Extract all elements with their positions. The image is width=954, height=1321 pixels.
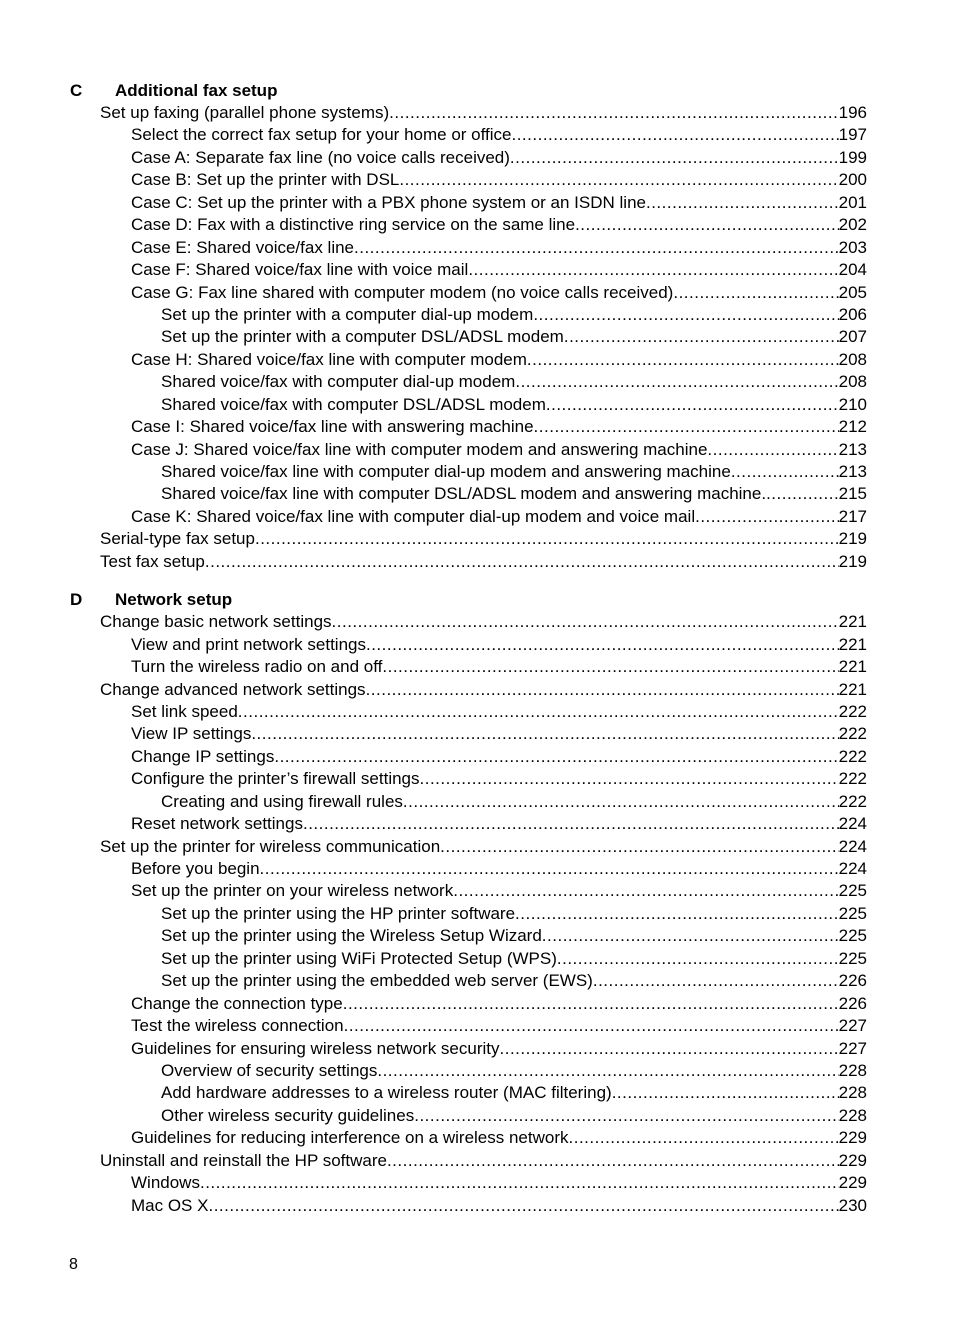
toc-entry[interactable]	[70, 416, 867, 438]
dot-leader	[500, 1038, 839, 1060]
dot-leader	[274, 746, 838, 768]
dot-leader	[510, 147, 839, 169]
toc-entry[interactable]	[70, 1060, 867, 1082]
toc-entry[interactable]	[70, 192, 867, 214]
toc-entry[interactable]	[70, 880, 867, 902]
toc-entry-title: Shared voice/fax line with computer dial-up modem and answering machine	[161, 462, 731, 481]
toc-entry-title: Before you begin	[131, 859, 260, 878]
dot-leader	[414, 1105, 838, 1127]
toc-entry-page: 221	[838, 657, 867, 677]
toc-entry[interactable]	[70, 813, 867, 835]
toc-entry-page: 222	[838, 769, 867, 789]
dot-leader	[303, 813, 839, 835]
toc-entry-title: View IP settings	[131, 724, 252, 744]
dot-leader	[377, 1060, 838, 1082]
toc-entry[interactable]	[70, 1195, 867, 1217]
toc-entry-page: 229	[838, 1150, 867, 1170]
dot-leader	[766, 483, 839, 505]
toc-entry-page: 210	[838, 394, 867, 414]
dot-leader	[527, 349, 839, 371]
toc-entry-page: 221	[838, 612, 867, 632]
table-of-contents	[70, 79, 867, 1217]
dot-leader	[542, 925, 839, 947]
toc-entry[interactable]	[70, 506, 867, 528]
toc-entry-title: Mac OS X	[131, 1195, 209, 1215]
toc-entry-title: Reset network settings	[131, 814, 303, 834]
toc-entry[interactable]	[70, 237, 867, 259]
toc-entry-title: Guidelines for ensuring wireless network security	[131, 1038, 500, 1058]
toc-entry-page: 225	[838, 903, 867, 923]
dot-leader	[612, 1082, 839, 1104]
section-heading	[70, 79, 867, 102]
dot-leader	[389, 102, 838, 124]
toc-entry[interactable]	[70, 214, 867, 236]
toc-entry[interactable]	[70, 282, 867, 304]
toc-entry-page: 208	[838, 349, 867, 369]
dot-leader	[468, 259, 838, 281]
toc-entry[interactable]	[70, 102, 867, 124]
section-letter: C	[70, 81, 83, 100]
toc-entry[interactable]	[70, 993, 867, 1015]
toc-entry-page: 227	[838, 1016, 867, 1036]
dot-leader	[646, 192, 839, 214]
toc-entry[interactable]	[70, 1172, 867, 1194]
section-title: Additional fax setup	[115, 81, 278, 100]
toc-entry-page: 196	[838, 103, 867, 122]
toc-entry-page: 199	[838, 147, 867, 167]
toc-entry-title: Case H: Shared voice/fax line with computer modem	[131, 349, 527, 369]
toc-entry-title: Test fax setup	[100, 551, 205, 571]
toc-entry-title: Uninstall and reinstall the HP software	[100, 1150, 387, 1170]
dot-leader	[332, 611, 839, 633]
dot-leader	[575, 214, 839, 236]
toc-entry-title: Change basic network settings	[100, 612, 332, 632]
toc-entry-title: Overview of security settings	[161, 1060, 378, 1080]
toc-entry-page: 222	[838, 724, 867, 744]
toc-entry-title: Set link speed	[131, 701, 238, 721]
toc-entry[interactable]	[70, 551, 867, 573]
toc-entry-title: Set up the printer for wireless communication	[100, 836, 441, 856]
dot-leader	[344, 1015, 839, 1037]
toc-entry-page: 228	[838, 1083, 867, 1103]
toc-entry-page: 227	[838, 1038, 867, 1058]
dot-leader	[453, 880, 838, 902]
toc-entry[interactable]	[70, 371, 867, 393]
toc-entry-title: Configure the printer’s firewall settings	[131, 769, 420, 789]
toc-entry[interactable]	[70, 768, 867, 790]
toc-entry[interactable]	[70, 304, 867, 326]
toc-entry-title: Shared voice/fax with computer dial-up modem	[161, 372, 516, 392]
toc-entry-page: 208	[838, 372, 867, 392]
toc-entry[interactable]	[70, 461, 867, 483]
toc-entry[interactable]	[70, 1082, 867, 1104]
toc-entry-page: 226	[838, 993, 867, 1013]
toc-entry-title: Change advanced network settings	[100, 679, 366, 699]
dot-leader	[564, 326, 839, 348]
toc-entry-page: 219	[838, 551, 867, 571]
dot-leader	[260, 858, 839, 880]
toc-entry[interactable]	[70, 970, 867, 992]
toc-entry[interactable]	[70, 439, 867, 461]
toc-entry[interactable]	[70, 259, 867, 281]
toc-entry-title: Creating and using firewall rules	[161, 791, 403, 811]
section-letter: D	[70, 590, 83, 610]
toc-entry-page: 203	[838, 237, 867, 257]
toc-entry-page: 229	[838, 1128, 867, 1148]
toc-entry-title: Case E: Shared voice/fax line	[131, 237, 355, 257]
toc-entry-title: Set up the printer using the Wireless Setup Wizard	[161, 926, 542, 946]
toc-entry-title: View and print network settings	[131, 634, 366, 654]
dot-leader	[366, 634, 839, 656]
toc-entry-title: Add hardware addresses to a wireless router (MAC filtering)	[161, 1083, 612, 1103]
dot-leader	[420, 768, 839, 790]
dot-leader	[534, 416, 839, 438]
toc-entry-title: Test the wireless connection	[131, 1016, 344, 1036]
dot-leader	[593, 970, 839, 992]
toc-entry[interactable]	[70, 483, 867, 505]
dot-leader	[557, 948, 839, 970]
toc-entry-page: 200	[838, 170, 867, 190]
toc-entry-page: 213	[838, 439, 867, 459]
toc-entry[interactable]	[70, 147, 867, 169]
toc-entry-page: 206	[838, 304, 867, 324]
toc-entry-page: 219	[838, 529, 867, 549]
toc-entry-title: Set up faxing (parallel phone systems)	[100, 103, 390, 122]
toc-entry-title: Case C: Set up the printer with a PBX phone system or an ISDN line	[131, 192, 646, 212]
toc-entry-page: 228	[838, 1060, 867, 1080]
toc-entry-page: 204	[838, 260, 867, 280]
toc-entry-page: 221	[838, 679, 867, 699]
toc-entry[interactable]	[70, 948, 867, 970]
toc-entry[interactable]	[70, 903, 867, 925]
toc-entry-title: Case A: Separate fax line (no voice calls received)	[131, 147, 510, 167]
toc-entry-page: 229	[838, 1173, 867, 1193]
toc-entry[interactable]	[70, 1015, 867, 1037]
toc-entry[interactable]	[70, 611, 867, 633]
toc-entry[interactable]	[70, 656, 867, 678]
dot-leader	[387, 1150, 839, 1172]
dot-leader	[731, 461, 839, 483]
toc-entry[interactable]	[70, 858, 867, 880]
dot-leader	[366, 679, 839, 701]
dot-leader	[533, 304, 838, 326]
toc-entry-title: Set up the printer on your wireless network	[131, 881, 454, 901]
toc-entry-title: Case J: Shared voice/fax line with computer modem and answering machine	[131, 439, 708, 459]
toc-entry[interactable]	[70, 528, 867, 550]
section-heading	[70, 588, 867, 611]
toc-entry-title: Case I: Shared voice/fax line with answering machine	[131, 417, 534, 437]
toc-entry-title: Windows	[131, 1173, 200, 1193]
toc-entry-title: Shared voice/fax line with computer DSL/ADSL modem and answering machine.	[161, 484, 767, 504]
toc-entry[interactable]	[70, 1105, 867, 1127]
page-number: 8	[69, 1256, 78, 1273]
toc-entry[interactable]	[70, 723, 867, 745]
toc-entry-page: 226	[838, 971, 867, 991]
toc-entry-title: Set up the printer using WiFi Protected Setup (WPS)	[161, 948, 557, 968]
dot-leader	[546, 394, 839, 416]
toc-entry-page: 213	[838, 462, 867, 481]
toc-entry-title: Select the correct fax setup for your home or office	[131, 125, 512, 145]
toc-entry-page: 201	[838, 192, 867, 212]
toc-entry-title: Change the connection type	[131, 993, 343, 1013]
dot-leader	[255, 528, 839, 550]
toc-entry[interactable]	[70, 124, 867, 146]
dot-leader	[707, 439, 838, 461]
toc-entry-title: Set up the printer with a computer dial-up modem	[161, 304, 534, 324]
toc-entry-page: 230	[838, 1195, 867, 1215]
toc-entry-title: Turn the wireless radio on and off	[131, 657, 383, 677]
toc-entry-page: 197	[838, 125, 867, 145]
toc-entry[interactable]	[70, 1127, 867, 1149]
toc-entry-page: 202	[838, 215, 867, 235]
toc-entry-page: 222	[838, 791, 867, 811]
toc-entry[interactable]	[70, 1150, 867, 1172]
dot-leader	[403, 791, 839, 813]
dot-leader	[238, 701, 839, 723]
toc-entry-page: 224	[838, 859, 867, 878]
toc-entry-page: 225	[838, 948, 867, 968]
dot-leader	[343, 993, 839, 1015]
toc-entry-page: 222	[838, 746, 867, 766]
toc-entry-title: Case K: Shared voice/fax line with computer dial-up modem and voice mail	[131, 506, 696, 526]
toc-entry[interactable]	[70, 679, 867, 701]
toc-entry-title: Case B: Set up the printer with DSL	[131, 170, 400, 190]
toc-entry-title: Change IP settings	[131, 746, 275, 766]
dot-leader	[399, 169, 838, 191]
dot-leader	[673, 282, 838, 304]
section-title: Network setup	[115, 590, 233, 610]
dot-leader	[695, 506, 839, 528]
toc-entry-page: 222	[838, 701, 867, 721]
dot-leader	[515, 371, 838, 393]
toc-entry[interactable]	[70, 746, 867, 768]
toc-entry-page: 207	[838, 327, 867, 347]
toc-entry[interactable]	[70, 394, 867, 416]
toc-entry[interactable]	[70, 701, 867, 723]
toc-entry-title: Other wireless security guidelines	[161, 1105, 415, 1125]
toc-entry[interactable]	[70, 791, 867, 813]
toc-entry-page: 215	[838, 484, 867, 504]
dot-leader	[511, 124, 838, 146]
dot-leader	[440, 836, 838, 858]
dot-leader	[205, 551, 839, 573]
toc-entry-title: Case F: Shared voice/fax line with voice mail	[131, 260, 469, 280]
toc-entry-page: 225	[838, 881, 867, 901]
toc-entry[interactable]	[70, 1038, 867, 1060]
toc-entry-page: 224	[838, 814, 867, 834]
toc-entry-page: 205	[838, 282, 867, 302]
toc-entry[interactable]	[70, 326, 867, 348]
dot-leader	[200, 1172, 839, 1194]
dot-leader	[251, 723, 838, 745]
toc-entry-page: 228	[838, 1105, 867, 1125]
toc-entry-title: Shared voice/fax with computer DSL/ADSL modem	[161, 394, 546, 414]
toc-entry[interactable]	[70, 836, 867, 858]
toc-entry[interactable]	[70, 169, 867, 191]
toc-entry-title: Case G: Fax line shared with computer modem (no voice calls received)	[131, 282, 674, 302]
toc-entry-page: 212	[838, 417, 867, 437]
toc-entry-title: Set up the printer using the embedded web server (EWS)	[161, 971, 593, 991]
section-gap	[70, 573, 867, 588]
dot-leader	[569, 1127, 839, 1149]
dot-leader	[354, 237, 839, 259]
toc-entry-title: Set up the printer with a computer DSL/ADSL modem	[161, 327, 564, 347]
dot-leader	[208, 1195, 838, 1217]
toc-entry-page: 221	[838, 634, 867, 654]
toc-entry-title: Set up the printer using the HP printer software	[161, 903, 516, 923]
toc-entry-title: Guidelines for reducing interference on a wireless network	[131, 1128, 569, 1148]
toc-entry[interactable]	[70, 925, 867, 947]
toc-entry-page: 225	[838, 926, 867, 946]
toc-entry[interactable]	[70, 634, 867, 656]
dot-leader	[382, 656, 838, 678]
toc-entry[interactable]	[70, 349, 867, 371]
dot-leader	[515, 903, 839, 925]
toc-entry-title: Case D: Fax with a distinctive ring service on the same line	[131, 215, 576, 235]
toc-entry-title: Serial-type fax setup	[100, 529, 255, 549]
toc-entry-page: 224	[838, 836, 867, 856]
toc-entry-page: 217	[838, 506, 867, 526]
